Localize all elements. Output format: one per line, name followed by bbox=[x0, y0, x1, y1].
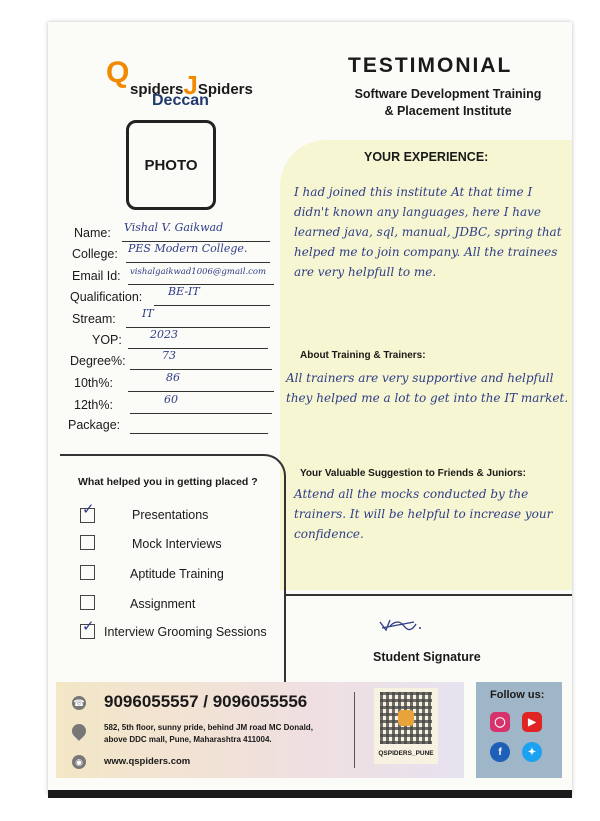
page-title: TESTIMONIAL bbox=[348, 54, 513, 77]
mock-interviews-label: Mock Interviews bbox=[132, 537, 222, 551]
instagram-icon[interactable]: ◯ bbox=[490, 712, 510, 732]
interview-grooming-label: Interview Grooming Sessions bbox=[104, 625, 267, 639]
name-value: Vishal V. Gaikwad bbox=[124, 221, 224, 234]
trainers-label: About Training & Trainers: bbox=[300, 350, 426, 361]
suggestion-text: Attend all the mocks conducted by the trainers. It will be helpful to increase your confidence. bbox=[294, 487, 553, 541]
tenth-label: 10th%: bbox=[74, 376, 113, 390]
presentations-check-mark-icon: ✓ bbox=[82, 501, 95, 518]
stream-label: Stream: bbox=[72, 312, 116, 326]
experience-title: YOUR EXPERIENCE: bbox=[364, 150, 489, 164]
page-subtitle bbox=[318, 86, 572, 120]
twelfth-value: 60 bbox=[164, 393, 178, 406]
stream-value: IT bbox=[142, 307, 154, 320]
twelfth-label: 12th%: bbox=[74, 398, 113, 412]
degree-line bbox=[130, 369, 272, 370]
tenth-value: 86 bbox=[166, 371, 180, 384]
logo-q: Q bbox=[106, 56, 130, 89]
address-line-1: 582, 5th floor, sunny pride, behind JM road MC Donald, bbox=[104, 723, 313, 732]
testimonial-sheet bbox=[48, 22, 572, 794]
package-line bbox=[130, 433, 268, 434]
degree-value: 73 bbox=[162, 349, 176, 362]
qualification-label: Qualification: bbox=[70, 290, 143, 304]
qr-label: QSPIDERS_PUNE bbox=[378, 750, 434, 757]
email-value: vishalgaikwad1006@gmail.com bbox=[130, 267, 267, 277]
facebook-icon[interactable]: f bbox=[490, 742, 510, 762]
globe-icon: ◉ bbox=[72, 755, 86, 769]
subtitle-line-2: & Placement Institute bbox=[384, 104, 512, 118]
college-value: PES Modern College. bbox=[128, 242, 248, 255]
experience-text: I had joined this institute At that time I didn't known any languages, here I have learned java, sql, manual, JDBC, spring that helped me to join company. All the trainees are very helpfull to me. bbox=[294, 185, 562, 279]
address-line-2: above DDC mall, Pune, Maharashtra 411004. bbox=[104, 735, 272, 744]
signature-label: Student Signature bbox=[373, 650, 481, 664]
twelfth-line bbox=[130, 413, 272, 414]
name-label: Name: bbox=[74, 226, 111, 240]
logo-spiders-2: Spiders bbox=[197, 81, 253, 98]
subtitle-line-1: Software Development Training bbox=[354, 87, 542, 101]
website-link[interactable]: www.qspiders.com bbox=[104, 756, 191, 767]
trainers-text: All trainers are very supportive and helpfull they helped me a lot to get into the IT market. bbox=[286, 371, 569, 405]
package-label: Package: bbox=[68, 418, 121, 432]
college-line bbox=[126, 262, 270, 263]
suggestion-label: Your Valuable Suggestion to Friends & Juniors: bbox=[300, 468, 526, 479]
follow-us-title: Follow us: bbox=[490, 689, 545, 701]
signature-scribble-icon bbox=[378, 616, 422, 634]
footer-separator bbox=[354, 692, 355, 768]
address bbox=[104, 722, 313, 746]
twitter-icon[interactable]: ✦ bbox=[522, 742, 542, 762]
qr-instagram-icon bbox=[398, 710, 414, 726]
interview-grooming-check-mark-icon: ✓ bbox=[82, 618, 95, 635]
phone-numbers[interactable]: 9096055557 / 9096055556 bbox=[104, 692, 308, 711]
youtube-icon[interactable]: ▶ bbox=[522, 712, 542, 732]
stream-line bbox=[126, 327, 270, 328]
yop-line bbox=[128, 348, 268, 349]
aptitude-training-checkbox[interactable] bbox=[80, 565, 95, 580]
mock-interviews-checkbox[interactable] bbox=[80, 535, 95, 550]
yop-label: YOP: bbox=[92, 333, 122, 347]
helped-title: What helped you in getting placed ? bbox=[78, 476, 258, 488]
logo-spiders: spiders bbox=[130, 81, 184, 98]
logo-j: J bbox=[183, 70, 198, 100]
signature-divider bbox=[286, 594, 572, 596]
assignment-checkbox[interactable] bbox=[80, 595, 95, 610]
photo-box: PHOTO bbox=[126, 120, 216, 210]
yop-value: 2023 bbox=[150, 328, 178, 341]
assignment-label: Assignment bbox=[130, 597, 196, 611]
qspiders-logo bbox=[98, 50, 258, 120]
signature-scribble bbox=[378, 616, 422, 638]
logo-deccan: Deccan bbox=[152, 92, 209, 109]
qualification-value: BE-IT bbox=[168, 285, 200, 298]
qualification-line bbox=[154, 305, 270, 306]
phone-icon: ☎ bbox=[72, 696, 86, 710]
degree-label: Degree%: bbox=[70, 354, 126, 368]
scan-bottom-edge bbox=[48, 790, 572, 798]
college-label: College: bbox=[72, 247, 118, 261]
presentations-label: Presentations bbox=[132, 508, 209, 522]
tenth-line bbox=[128, 391, 274, 392]
email-label: Email Id: bbox=[72, 269, 121, 283]
email-line bbox=[128, 284, 274, 285]
aptitude-training-label: Aptitude Training bbox=[130, 567, 224, 581]
